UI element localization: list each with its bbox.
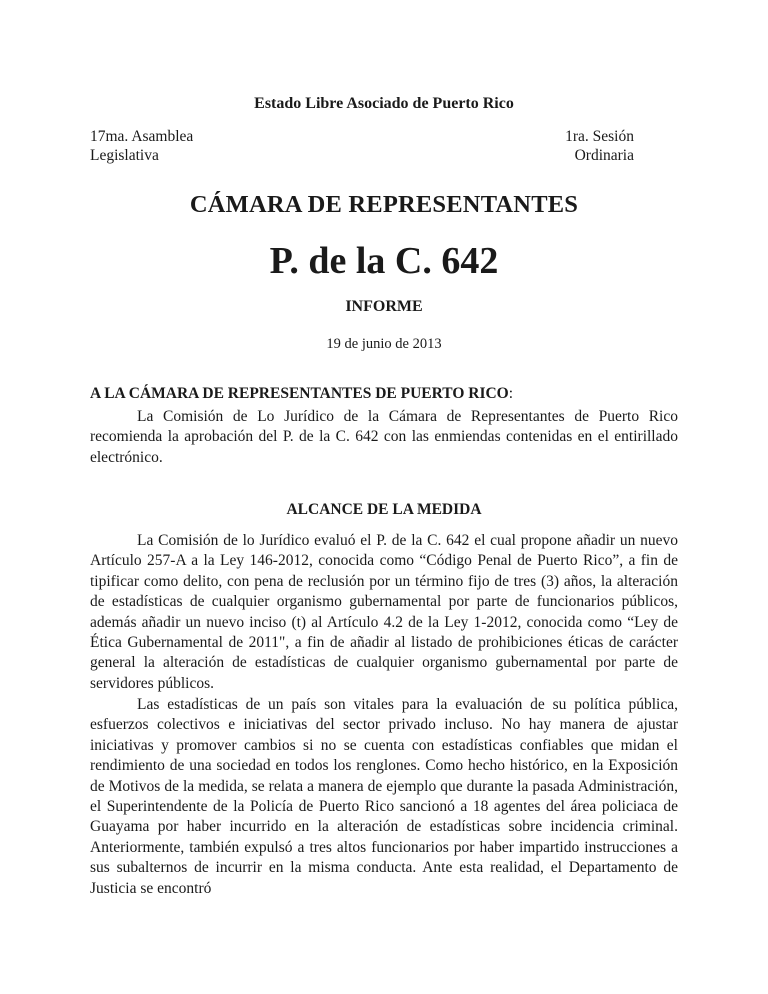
addressee [90,384,513,404]
body-paragraph: Las estadísticas de un país son vitales para la evaluación de su política pública, esfuerzos colectivos e iniciativas del sector privado incluso. No hay manera de ajustar iniciativas y promover cambios si no se cuenta con estadísticas confiables que midan el rendimiento de una sociedad en todos los renglones. Como hecho histórico, en la Exposición de Motivos de la medida, se relata a manera de ejemplo que durante la pasada Administración, el Superintendente de la Policía de Puerto Rico sancionó a 18 agentes del área policiaca de Guayama por haber incurrido en la alteración de estadísticas sobre incidencia criminal. Anteriormente, también expulsó a tres altos funcionarios por haber impartido instrucciones a sus subalternos de incurrir en la misma conducta. Ante esta realidad, el Departamento de Justicia se encontró [90,696,678,897]
addressee-text: A LA CÁMARA DE REPRESENTANTES DE PUERTO RICO [90,385,509,402]
chamber-title: CÁMARA DE REPRESENTANTES [189,191,579,218]
bill-number: P. de la C. 642 [269,240,499,282]
section-heading: ALCANCE DE LA MEDIDA [286,501,482,518]
assembly-line-2: Legislativa [90,147,159,164]
assembly-label [90,127,193,165]
document-header-title: Estado Libre Asociado de Puerto Rico [254,95,514,112]
assembly-line-1: 17ma. Asamblea [90,128,194,145]
body-paragraph: La Comisión de lo Jurídico evaluó el P. de la C. 642 el cual propone añadir un nuevo Artículo 257-A a la Ley 146-2012, conocida como “Código Penal de Puerto Rico”, a fin de tipificar como delito, con pena de reclusión por un término fijo de tres (3) años, la alteración de estadísticas de cualquier organismo gubernamental por parte de funcionarios públicos, además añadir un nuevo inciso (t) al Artículo 4.2 de la Ley 1-2012, conocida como “Ley de Ética Gubernamental de 2011", a fin de añadir al listado de prohibiciones éticas de carácter general la alteración de estadísticas de cualquier organismo gubernamental por parte de servidores públicos. [90,532,678,692]
report-label: INFORME [345,298,423,315]
intro-paragraph: La Comisión de Lo Jurídico de la Cámara de Representantes de Puerto Rico recomienda la aprobación del P. de la C. 642 con las enmiendas contenidas en el entirillado electrónico. [90,408,678,466]
report-date: 19 de junio de 2013 [326,336,442,352]
session-line-2: Ordinaria [574,147,634,164]
session-line-1: 1ra. Sesión [565,128,634,145]
session-label [565,127,634,165]
addressee-punctuation: : [508,385,514,402]
